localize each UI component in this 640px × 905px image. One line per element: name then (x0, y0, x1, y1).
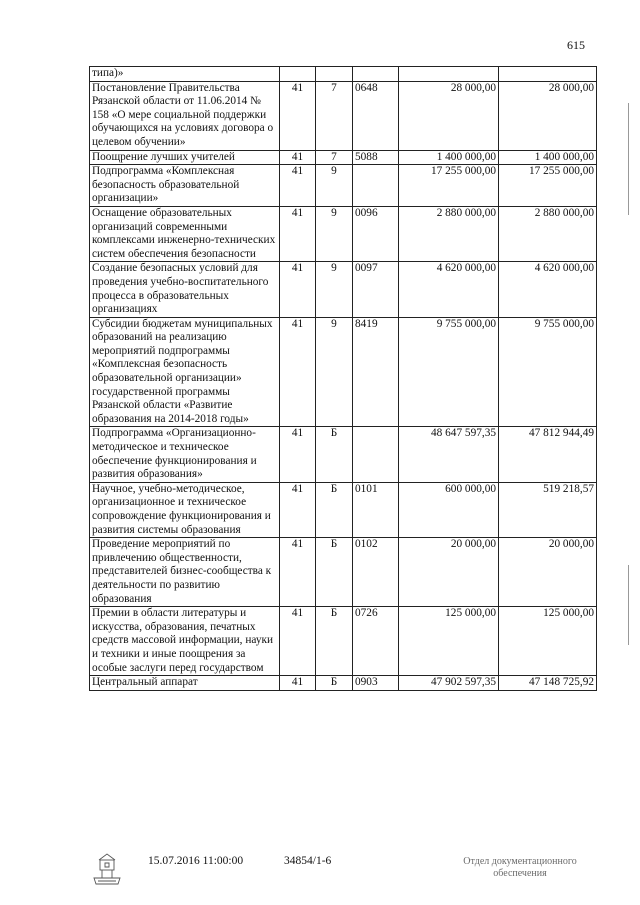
row-name: типа)» (90, 67, 280, 82)
table-row (90, 676, 597, 691)
table-row (90, 206, 597, 261)
row-name: Научное, учебно-методическое, организационное и техническое сопровождение функционирования и развития системы образования (90, 482, 280, 537)
row-value-actual: 47 812 944,49 (499, 427, 597, 482)
row-value-actual: 4 620 000,00 (499, 262, 597, 317)
page-number: 615 (567, 38, 585, 52)
row-value-actual: 125 000,00 (499, 607, 597, 676)
row-value-planned (399, 67, 499, 82)
row-name: Премии в области литературы и искусства, образования, печатных средств массовой информации, науки и техники и иные поощрения за особые заслуги перед государством (90, 607, 280, 676)
row-value-actual: 9 755 000,00 (499, 317, 597, 427)
row-code-1 (280, 67, 316, 82)
row-code-3: 0097 (353, 262, 399, 317)
row-code-1: 41 (280, 262, 316, 317)
row-code-3: 0096 (353, 206, 399, 261)
row-value-actual: 28 000,00 (499, 81, 597, 150)
row-name: Создание безопасных условий для проведения учебно-воспитательного процесса в образовательных организациях (90, 262, 280, 317)
row-value-actual: 20 000,00 (499, 538, 597, 607)
table-row (90, 317, 597, 427)
row-value-actual: 2 880 000,00 (499, 206, 597, 261)
table-row (90, 538, 597, 607)
row-value-actual: 519 218,57 (499, 482, 597, 537)
row-name: Поощрение лучших учителей (90, 150, 280, 165)
row-code-2 (316, 67, 353, 82)
table-row (90, 482, 597, 537)
row-value-planned: 48 647 597,35 (399, 427, 499, 482)
row-value-actual (499, 67, 597, 82)
row-code-2: 7 (316, 81, 353, 150)
row-code-3: 0648 (353, 81, 399, 150)
row-code-2: Б (316, 676, 353, 691)
row-value-planned: 9 755 000,00 (399, 317, 499, 427)
table-row (90, 67, 597, 82)
row-value-planned: 600 000,00 (399, 482, 499, 537)
row-value-planned: 20 000,00 (399, 538, 499, 607)
table-row (90, 81, 597, 150)
coat-of-arms-icon (88, 852, 126, 888)
row-code-3 (353, 67, 399, 82)
row-name: Проведение мероприятий по привлечению общественности, представителей бизнес-сообщества к деятельности по развитию образования (90, 538, 280, 607)
row-value-planned: 47 902 597,35 (399, 676, 499, 691)
row-value-planned: 1 400 000,00 (399, 150, 499, 165)
row-code-1: 41 (280, 538, 316, 607)
row-code-2: Б (316, 538, 353, 607)
row-code-1: 41 (280, 607, 316, 676)
row-code-3: 0726 (353, 607, 399, 676)
row-value-actual: 47 148 725,92 (499, 676, 597, 691)
row-code-2: 9 (316, 317, 353, 427)
row-code-1: 41 (280, 317, 316, 427)
row-value-actual: 17 255 000,00 (499, 165, 597, 207)
row-code-2: 9 (316, 165, 353, 207)
row-code-1: 41 (280, 427, 316, 482)
row-value-planned: 4 620 000,00 (399, 262, 499, 317)
row-code-1: 41 (280, 150, 316, 165)
row-name: Оснащение образовательных организаций современными комплексами инженерно-технических систем обеспечения безопасности (90, 206, 280, 261)
row-name: Субсидии бюджетам муниципальных образований на реализацию мероприятий подпрограммы «Комплексная безопасность образовательной организации» государственной программы Рязанской области «Развитие образования на 2014-2018 годы» (90, 317, 280, 427)
row-code-3: 0903 (353, 676, 399, 691)
row-value-planned: 125 000,00 (399, 607, 499, 676)
row-code-3: 0102 (353, 538, 399, 607)
row-code-3: 8419 (353, 317, 399, 427)
margin-scan-mark (628, 565, 629, 645)
row-code-1: 41 (280, 165, 316, 207)
row-code-3 (353, 427, 399, 482)
row-code-3: 5088 (353, 150, 399, 165)
row-name: Подпрограмма «Организационно-методическое и техническое обеспечение функционирования и развития образования» (90, 427, 280, 482)
footer-stamp: Отдел документационного обеспечения (463, 856, 577, 879)
row-name: Центральный аппарат (90, 676, 280, 691)
row-code-2: Б (316, 427, 353, 482)
row-code-1: 41 (280, 482, 316, 537)
row-code-2: Б (316, 482, 353, 537)
footer-document-number: 34854/1-6 (284, 855, 332, 867)
table-row (90, 150, 597, 165)
table-row (90, 607, 597, 676)
row-code-3: 0101 (353, 482, 399, 537)
row-value-actual: 1 400 000,00 (499, 150, 597, 165)
row-code-1: 41 (280, 206, 316, 261)
footer-date: 15.07.2016 11:00:00 (148, 855, 244, 867)
row-code-2: Б (316, 607, 353, 676)
row-code-1: 41 (280, 676, 316, 691)
table-row (90, 427, 597, 482)
row-code-2: 9 (316, 206, 353, 261)
row-code-3 (353, 165, 399, 207)
table-row (90, 262, 597, 317)
row-code-2: 9 (316, 262, 353, 317)
row-name: Подпрограмма «Комплексная безопасность образовательной организации» (90, 165, 280, 207)
budget-table-body (90, 67, 597, 691)
table-row (90, 165, 597, 207)
row-name: Постановление Правительства Рязанской области от 11.06.2014 № 158 «О мере социальной поддержки обучающихся на условиях договора о целевом обучении» (90, 81, 280, 150)
row-value-planned: 2 880 000,00 (399, 206, 499, 261)
row-value-planned: 17 255 000,00 (399, 165, 499, 207)
row-value-planned: 28 000,00 (399, 81, 499, 150)
margin-scan-mark (628, 103, 629, 215)
row-code-2: 7 (316, 150, 353, 165)
budget-table (89, 66, 597, 691)
row-code-1: 41 (280, 81, 316, 150)
